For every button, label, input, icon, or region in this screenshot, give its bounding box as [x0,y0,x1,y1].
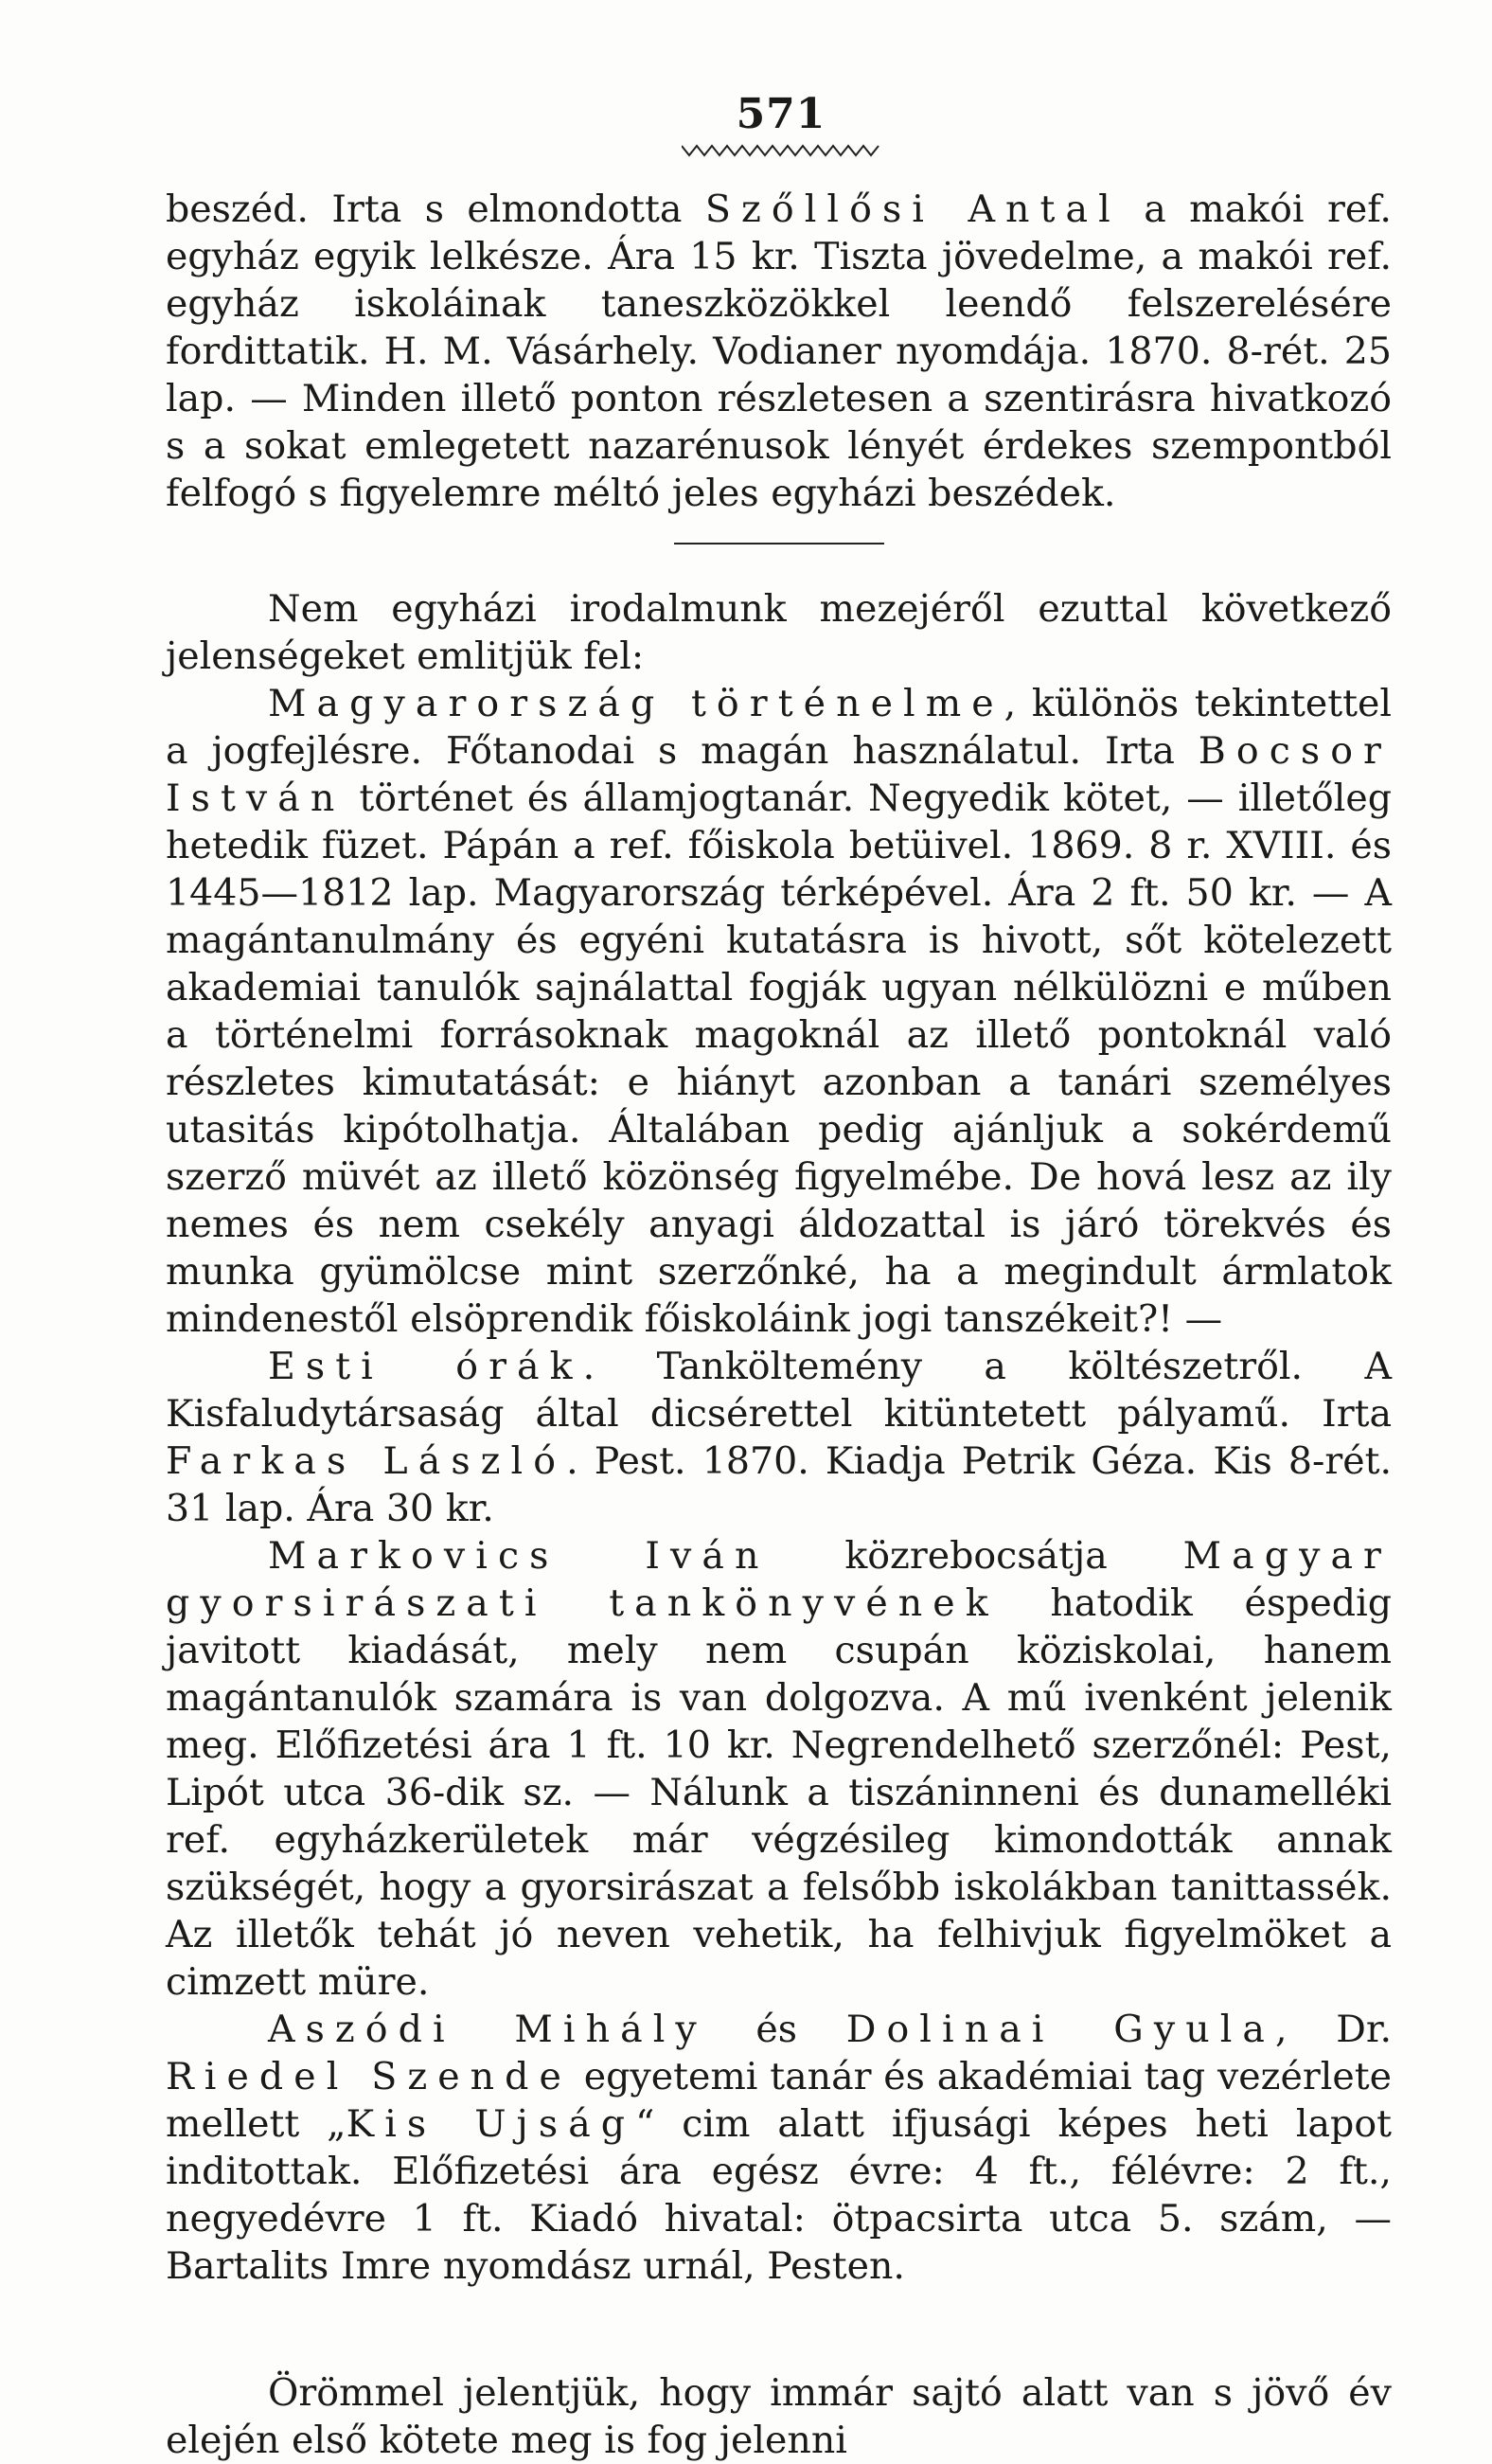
author-name: Aszódi Mihály [268,2008,707,2051]
paragraph-history-book: Magyarország történelme, különös tekintettel a jogfejlésre. Főtanodai s magán használatul. Irta Bocsor István történet és államjogtanár. Negyedik kötet, — illetőleg hetedik füzet. Pápán a ref. főiskola betüivel. 1869. 8 r. XVIII. és 1445—1812 lap. Magyarország térképével. Ára 2 ft. 50 kr. — A magántanulmány és egyéni kutatásra is hivott, sőt kötelezett akademiai tanulók sajnálattal fogják ugyan nélkülözni e műben a történelmi forrásoknak magoknál az illető pontoknál való részletes kimutatását: e hiányt azonban a tanári személyes utasitás kipótolhatja. Általában pedig ajánljuk a sokérdemű szerző müvét az illető közönség figyelmébe. De hová lesz az ily nemes és nem csekély anyagi áldozattal is járó törekvés és munka gyümölcse mint szerzőnké, ha a megindult ármlatok mindenestől elsöprendik főiskoláink jogi tanszékeit?! — [166,682,1392,1341]
section-divider [674,543,884,545]
book-title: Magyar gyorsirászati tankönyvének [166,1534,1392,1625]
paragraph-shorthand-book: Markovics Iván közrebocsátja Magyar gyorsirászati tankönyvének hatodik éspedig javitott kiadását, mely nem csupán köziskolai, hanem magántanulók szamára is van dolgozva. A mű ivenként jelenik meg. Előfizetési ára 1 ft. 10 kr. Negrendelhető szerzőnél: Pest, Lipót utca 36-dik sz. — Nálunk a tiszáninneni és dunamelléki ref. egyházkerületek már végzésileg kimondották annak szükségét, hogy a gyorsirászat a felsőbb iskolákban tanittassék. Az illetők tehát jó neven vehetik, ha felhivjuk figyelmöket a cimzett müre. [166,1534,1392,2004]
paragraph-poem-book: Esti órák. Tanköltemény a költészetről. A Kisfaludytársaság által dicsérettel kitüntetett pályamű. Irta Farkas László. Pest. 1870. Kiadja Petrik Géza. Kis 8-rét. 31 lap. Ára 30 kr. [166,1345,1393,1530]
author-name: Markovics Iván [268,1534,770,1578]
page-number-ornament [682,142,880,159]
paragraph-youth-paper: Aszódi Mihály és Dolinai Gyula, Dr. Riedel Szende egyetemi tanár és akadémiai tag vezérlete mellett „Kis Ujság“ cim alatt ifjusági képes heti lapot inditottak. Előfizetési ára egész évre: 4 ft., félévre: 2 ft., negyedévre 1 ft. Kiadó hivatal: ötpacsirta utca 5. szám, — Bartalits Imre nyomdász urnál, Pesten. [166,2008,1392,2288]
author-name: Dolinai Gyula [845,2008,1276,2051]
paragraph-review-sermon: beszéd. Irta s elmondotta Szőllősi Antal a makói ref. egyház egyik lelkésze. Ára 15 kr. Tiszta jövedelme, a makói ref. egyház iskoláinak taneszközökkel leendő felszerelésére fordittatik. H. M. Vásárhely. Vodianer nyomdája. 1870. 8-rét. 25 lap. — Minden illető ponton részletesen a szentirásra hivatkozó s a sokat emlegetett nazarénusok lényét érdekes szempontból felfogó s figyelemre méltó jeles egyházi beszédek. [166,187,1392,515]
author-name: Riedel Szende [166,2055,572,2098]
section-gap [166,2290,1392,2369]
paragraph-announcement: Örömmel jelentjük, hogy immár sajtó alatt van s jövő év elején első kötete meg is fog jelenni [166,2371,1392,2462]
book-title: Magyarország történelme [268,682,1004,725]
author-name: Szőllősi Antal [704,187,1121,231]
paragraph-intro: Nem egyházi irodalmunk mezejéről ezuttal következő jelenségeket emlitjük fel: [166,587,1392,678]
author-name: Bocsor István [166,729,1392,820]
author-name: Farkas László [166,1439,567,1483]
page-number: 571 [736,90,826,138]
body-text [166,186,1392,2464]
book-title: Esti órák [268,1345,583,1388]
periodical-title: Kis Ujság [346,2102,636,2146]
